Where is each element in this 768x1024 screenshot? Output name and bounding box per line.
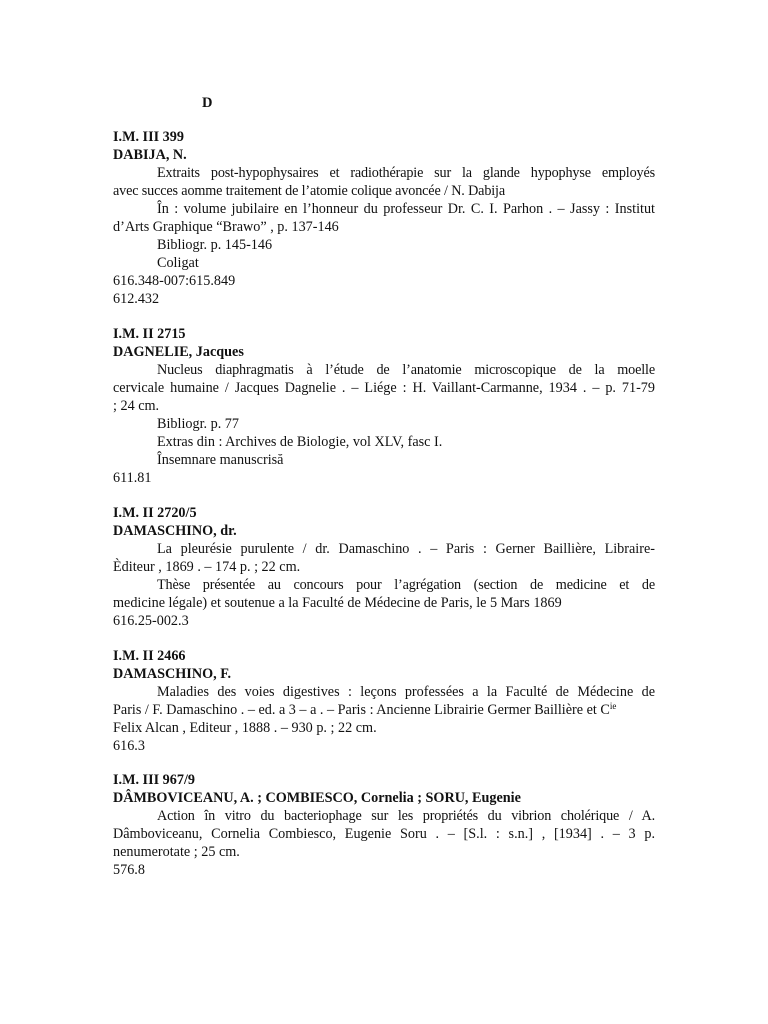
bibliography-note: Bibliogr. p. 145-146 [157, 237, 273, 253]
extract-note: Extras din : Archives de Biologie, vol XLV, fasc I. [157, 434, 443, 450]
catalog-entry [113, 325, 655, 487]
author-heading: DÂMBOVICEANU, A. ; COMBIESCO, Cornelia ; SORU, Eugenie [113, 790, 521, 806]
shelfmark: I.M. II 2466 [113, 648, 186, 664]
shelfmark: I.M. III 967/9 [113, 772, 195, 788]
classification-code: 616.25-002.3 [113, 613, 189, 629]
classification-code: 611.81 [113, 470, 152, 486]
superscript: ie [609, 701, 617, 711]
title-line: Extraits post-hypophysaires et radiothérapie sur la glande hypophyse employés [157, 165, 655, 181]
shelfmark: I.M. II 2715 [113, 326, 186, 342]
author-heading: DAMASCHINO, dr. [113, 523, 237, 539]
title-line: avec succes aomme traitement de l’atomie colique avoncée / N. Dabija [113, 183, 505, 199]
title-line: cervicale humaine / Jacques Dagnelie . – Liége : H. Vaillant-Carmanne, 1934 . – p. 71-79 [113, 380, 655, 396]
title-line: Maladies des voies digestives : leçons professées a la Faculté de Médecine de [157, 684, 655, 700]
author-heading: DAMASCHINO, F. [113, 666, 232, 682]
title-line-text: Paris / F. Damaschino . – ed. a 3 – a . – Paris : Ancienne Librairie Germer Baillière et C [113, 702, 610, 718]
author-heading: DAGNELIE, Jacques [113, 344, 244, 360]
host-item-line: d’Arts Graphique “Brawo” , p. 137-146 [113, 219, 339, 235]
title-line: Dâmboviceanu, Cornelia Combiesco, Eugenie Soru . – [S.l. : s.n.] , [1934] . – 3 p. [113, 826, 655, 842]
title-line: Nucleus diaphragmatis à l’étude de l’anatomie microscopique de la moelle [157, 362, 655, 378]
host-item-line: În : volume jubilaire en l’honneur du professeur Dr. C. I. Parhon . – Jassy : Institut [157, 201, 655, 217]
classification-code: 616.3 [113, 738, 145, 754]
title-line: Felix Alcan , Editeur , 1888 . – 930 p. ; 22 cm. [113, 720, 377, 736]
thesis-note: medicine légale) et soutenue a la Faculté de Médecine de Paris, le 5 Mars 1869 [113, 595, 562, 611]
catalog-entry [113, 771, 655, 879]
title-line: ; 24 cm. [113, 398, 160, 414]
title-line: nenumerotate ; 25 cm. [113, 844, 240, 860]
title-line [113, 701, 655, 719]
general-note: Coligat [157, 255, 199, 271]
author-heading: DABIJA, N. [113, 147, 187, 163]
classification-code: 612.432 [113, 291, 160, 307]
general-note: Însemnare manuscrisă [157, 452, 284, 468]
catalog-entry [113, 128, 655, 308]
shelfmark: I.M. III 399 [113, 129, 184, 145]
bibliography-note: Bibliogr. p. 77 [157, 416, 239, 432]
classification-code: 576.8 [113, 862, 145, 878]
title-line: Èditeur , 1869 . – 174 p. ; 22 cm. [113, 559, 301, 575]
classification-code: 616.348-007:615.849 [113, 273, 236, 289]
catalog-entry [113, 504, 655, 630]
shelfmark: I.M. II 2720/5 [113, 505, 197, 521]
section-letter: D [202, 95, 213, 111]
title-line: La pleurésie purulente / dr. Damaschino . – Paris : Gerner Baillière, Libraire- [157, 541, 655, 557]
thesis-note: Thèse présentée au concours pour l’agrégation (section de medicine et de [157, 577, 655, 593]
title-line: Action în vitro du bacteriophage sur les propriétés du vibrion cholérique / A. [157, 808, 655, 824]
catalog-entry [113, 647, 655, 755]
